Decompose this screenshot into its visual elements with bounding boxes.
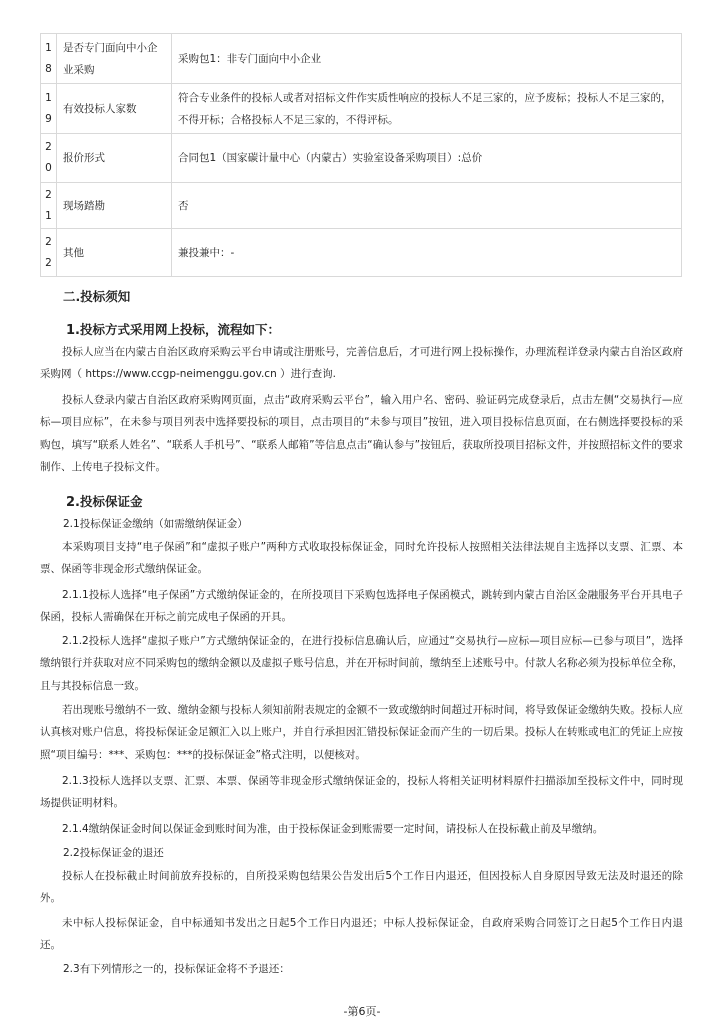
paragraph: 2.1.4缴纳保证金时间以保证金到账时间为准，由于投标保证金到账需要一定时间，请投标人在投标截止前及早缴纳。 bbox=[62, 823, 604, 835]
page-number: -第6页- bbox=[343, 1005, 381, 1018]
row-label: 其他 bbox=[57, 229, 172, 277]
table-row bbox=[41, 84, 682, 134]
paragraph: 2.1.2投标人选择“虚拟子账户”方式缴纳保证金的，在进行投标信息确认后，应通过“交易执行—应标—项目应标—已参与项目”，选择缴纳银行并获取对应不同采购包的缴纳金额以及虚拟子账号信息，并在开标时间前，缴纳至上述账号中。付款人名称必须为投标单位全称，且与其投标信息一致。 bbox=[40, 635, 683, 692]
row-label: 有效投标人家数 bbox=[57, 84, 172, 134]
row-number: 1 8 bbox=[41, 34, 57, 84]
row-label: 现场踏勘 bbox=[57, 183, 172, 229]
row-label: 是否专门面向中小企业采购 bbox=[57, 34, 172, 84]
table-row bbox=[41, 183, 682, 229]
clause-heading: 2.2投标保证金的退还 bbox=[63, 847, 164, 859]
paragraph: 2.1.3投标人选择以支票、汇票、本票、保函等非现金形式缴纳保证金的，投标人将相关证明材料原件扫描添加至投标文件中，同时现场提供证明材料。 bbox=[40, 775, 683, 810]
clause-heading: 2.1投标保证金缴纳（如需缴纳保证金） bbox=[63, 518, 248, 530]
clause-heading: 2.3有下列情形之一的，投标保证金将不予退还： bbox=[63, 963, 290, 975]
row-value: 兼投兼中：- bbox=[172, 229, 682, 277]
row-number: 2 0 bbox=[41, 134, 57, 183]
row-label: 报价形式 bbox=[57, 134, 172, 183]
row-number: 2 1 bbox=[41, 183, 57, 229]
row-value: 采购包1：非专门面向中小企业 bbox=[172, 34, 682, 84]
paragraph: 投标人登录内蒙古自治区政府采购网页面，点击“政府采购云平台”，输入用户名、密码、验证码完成登录后，点击左侧“交易执行—应标—项目应标”，在未参与项目列表中选择要投标的项目，点击项目的“未参与项目”按钮，进入项目投标信息页面，在右侧选择要投标的采购包，填写“联系人姓名”、“联系人手机号”、“联系人邮箱”等信息点击“确认参与”按钮后，获取所投项目招标文件，并按照招标文件的要求制作、上传电子投标文件。 bbox=[40, 394, 683, 473]
project-info-table bbox=[40, 33, 682, 277]
subsection-title-2: 2.投标保证金 bbox=[66, 494, 143, 510]
table-row bbox=[41, 34, 682, 84]
row-number: 1 9 bbox=[41, 84, 57, 134]
paragraph: 投标人应当在内蒙古自治区政府采购云平台申请或注册账号，完善信息后，才可进行网上投标操作，办理流程详登录内蒙古自治区政府采购网（ https://www.ccgp-neimenggu.gov.cn ）进行查询. bbox=[40, 346, 683, 381]
subsection-title-1: 1.投标方式采用网上投标，流程如下： bbox=[66, 322, 281, 338]
paragraph: 若出现账号缴纳不一致、缴纳金额与投标人须知前附表规定的金额不一致或缴纳时间超过开标时间，将导致保证金缴纳失败。投标人应认真核对账户信息，将投标保证金足额汇入以上账户，并自行承担因汇错投标保证金而产生的一切后果。投标人在转账或电汇的凭证上应按照“项目编号：***、采购包：***的投标保证金”格式注明，以便核对。 bbox=[40, 704, 683, 761]
row-value: 合同包1（国家碳计量中心（内蒙古）实验室设备采购项目）:总价 bbox=[172, 134, 682, 183]
paragraph: 投标人在投标截止时间前放弃投标的，自所投采购包结果公告发出后5个工作日内退还，但因投标人自身原因导致无法及时退还的除外。 bbox=[40, 870, 683, 905]
paragraph: 2.1.1投标人选择“电子保函”方式缴纳保证金的，在所投项目下采购包选择电子保函模式，跳转到内蒙古自治区金融服务平台开具电子保函，投标人需确保在开标之前完成电子保函的开具。 bbox=[40, 589, 683, 624]
row-value: 符合专业条件的投标人或者对招标文件作实质性响应的投标人不足三家的，应予废标；投标人不足三家的，不得开标；合格投标人不足三家的，不得评标。 bbox=[172, 84, 682, 134]
section-title: 二.投标须知 bbox=[63, 289, 131, 304]
table-row bbox=[41, 134, 682, 183]
table-row bbox=[41, 229, 682, 277]
row-value: 否 bbox=[172, 183, 682, 229]
paragraph: 本采购项目支持“电子保函”和“虚拟子账户”两种方式收取投标保证金，同时允许投标人按照相关法律法规自主选择以支票、汇票、本票、保函等非现金形式缴纳保证金。 bbox=[40, 541, 683, 576]
paragraph: 未中标人投标保证金，自中标通知书发出之日起5个工作日内退还；中标人投标保证金，自政府采购合同签订之日起5个工作日内退还。 bbox=[40, 917, 683, 952]
row-number: 2 2 bbox=[41, 229, 57, 277]
